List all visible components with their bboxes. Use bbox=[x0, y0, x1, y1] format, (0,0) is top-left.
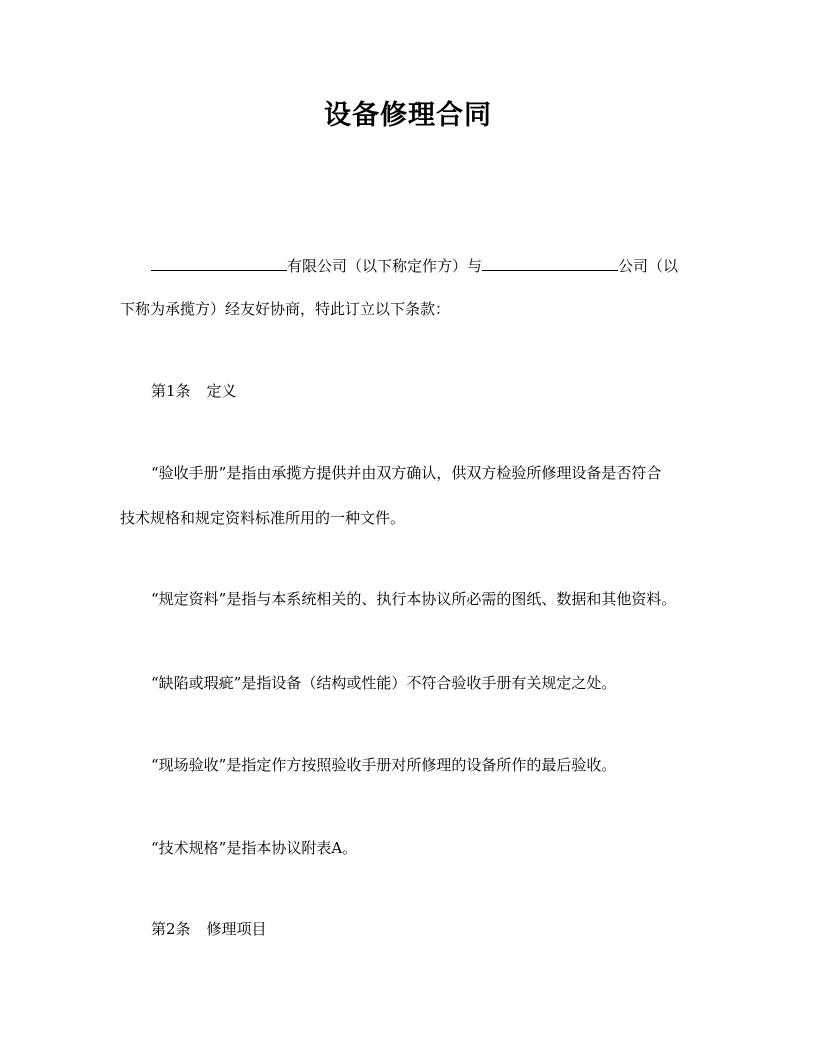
blank-field-party-b bbox=[482, 255, 618, 271]
article-2-title: 修理项目 bbox=[206, 920, 267, 938]
definition-5: “技术规格”是指本协议附表A。 bbox=[151, 839, 358, 857]
definition-2: “规定资料”是指与本系统相关的、执行本协议所必需的图纸、数据和其他资料。 bbox=[151, 590, 677, 608]
definition-4: “现场验收”是指定作方按照验收手册对所修理的设备所作的最后验收。 bbox=[151, 756, 617, 774]
document-title: 设备修理合同 bbox=[324, 100, 492, 131]
definition-1-line-1: “验收手册”是指由承揽方提供并由双方确认，供双方检验所修理设备是否符合 bbox=[151, 464, 662, 482]
intro-line-2: 下称为承揽方）经友好协商，特此订立以下条款： bbox=[120, 300, 451, 318]
blank-field-party-a bbox=[151, 255, 287, 271]
article-1-number: 第1条 bbox=[151, 382, 191, 400]
article-1-title: 定义 bbox=[206, 382, 237, 400]
definition-3: “缺陷或瑕疵”是指设备（结构或性能）不符合验收手册有关规定之处。 bbox=[151, 674, 617, 692]
intro-line-1 bbox=[151, 255, 678, 277]
definition-1-line-2: 技术规格和规定资料标准所用的一种文件。 bbox=[120, 509, 406, 527]
article-1-heading bbox=[151, 380, 237, 402]
intro-text-part2: 公司（以 bbox=[618, 257, 679, 275]
article-2-heading bbox=[151, 918, 267, 940]
intro-text-part1: 有限公司（以下称定作方）与 bbox=[287, 257, 483, 275]
article-2-number: 第2条 bbox=[151, 920, 191, 938]
